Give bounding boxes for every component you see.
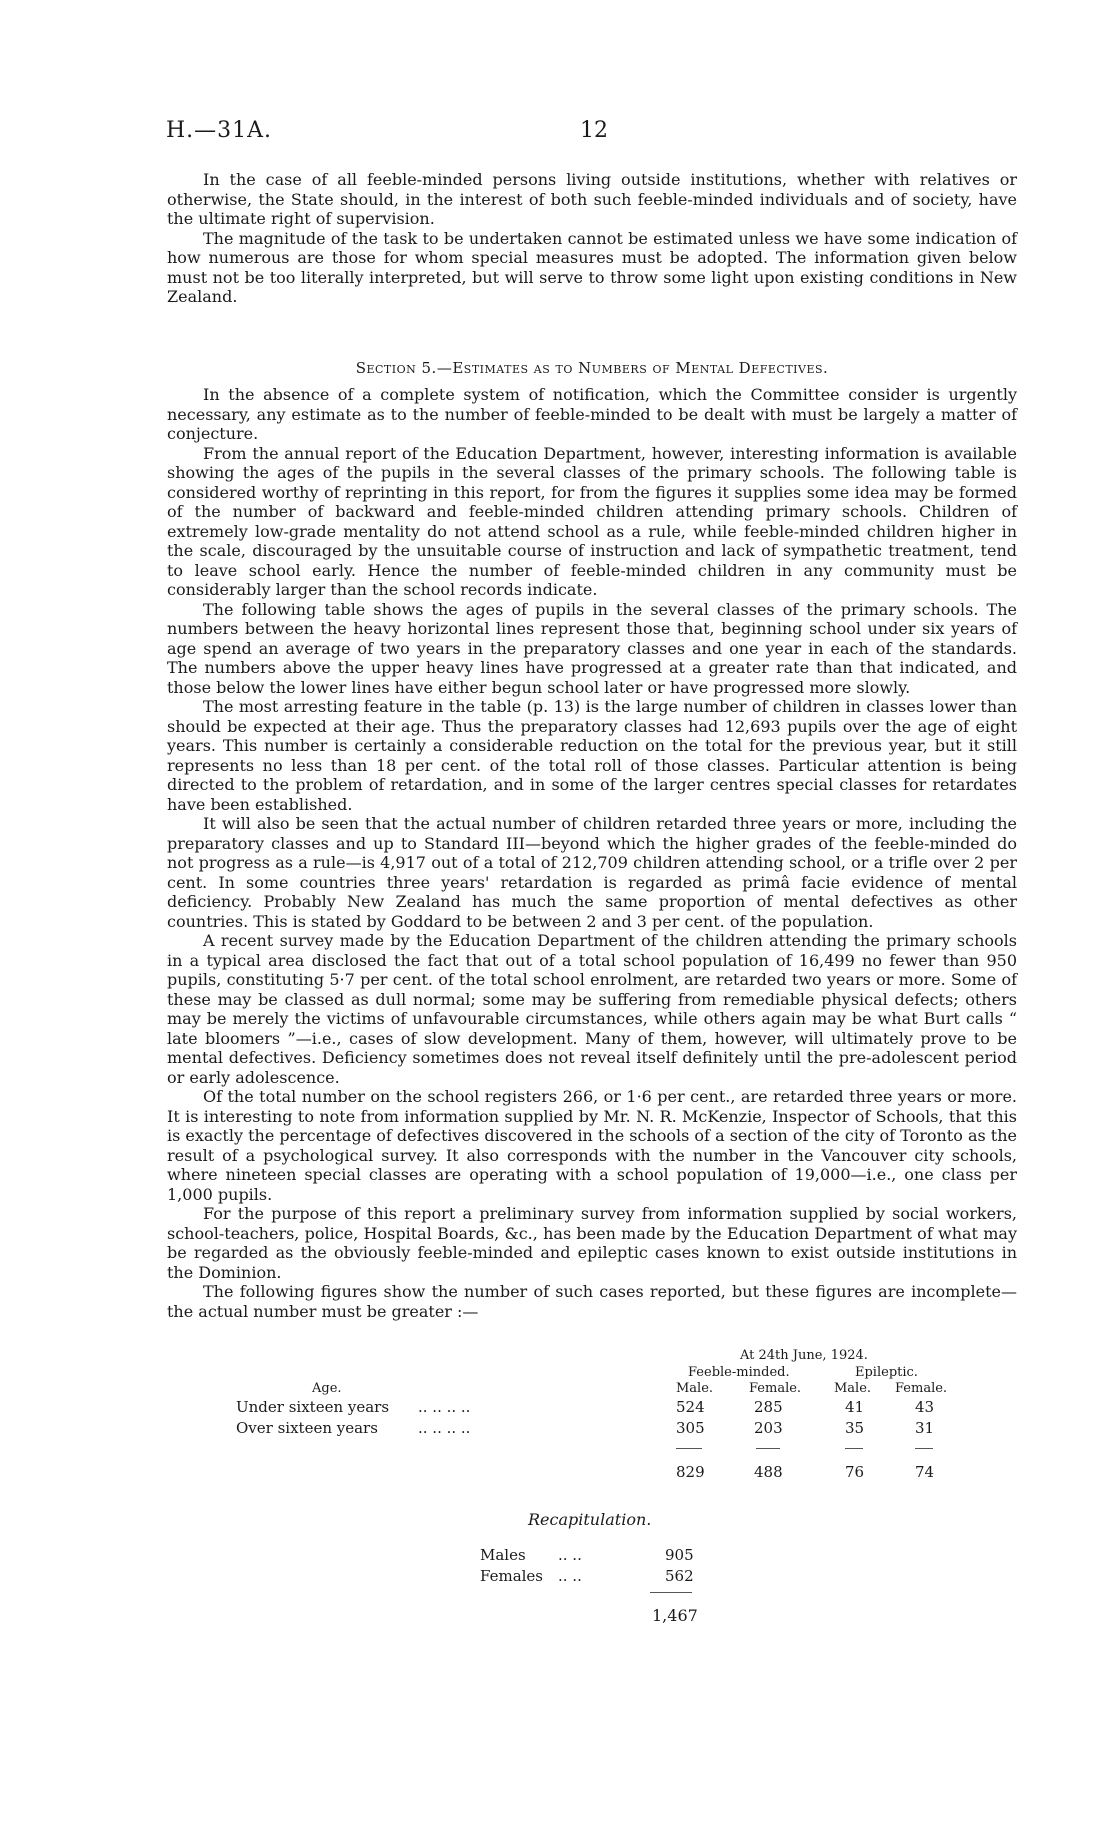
total-value: 829 <box>676 1463 705 1481</box>
table-date-heading: At 24th June, 1924. <box>740 1348 868 1363</box>
recap-label: Females <box>480 1567 544 1585</box>
recap-value: 562 <box>665 1567 694 1585</box>
sub-heading-male: Male. <box>834 1381 872 1396</box>
sub-heading-female: Female. <box>749 1381 802 1396</box>
page-header <box>166 118 1016 148</box>
row-label: Under sixteen years <box>236 1398 390 1416</box>
recap-value: 905 <box>665 1546 694 1564</box>
total-value: 488 <box>754 1463 783 1481</box>
sub-heading-male: Male. <box>676 1381 714 1396</box>
recapitulation <box>0 1510 1114 1630</box>
paragraph: For the purpose of this report a preliminary survey from information supplied by social workers, school-teachers, police, Hospital Boards, &c., has been made by the Education Department of what may be regarded as the obviously feeble-minded and epileptic cases known to exist outside institutions in the Dominion. <box>167 1204 1017 1282</box>
paragraph: It will also be seen that the actual number of children retarded three years or more, including the preparatory classes and up to Standard III—beyond which the higher grades of the feeble-minded do not progress as a rule—is 4,917 out of a total of 212,709 children attending school, or a trifle over 2 per cent. In some countries three years' retardation is regarded as primâ facie evidence of mental deficiency. Probably New Zealand has much the same proportion of mental defectives as other countries. This is stated by Goddard to be between 2 and 3 per cent. of the population. <box>167 814 1017 931</box>
paragraph: From the annual report of the Education Department, however, interesting information is available showing the ages of the pupils in the several classes of the primary schools. The following table is considered worthy of reprinting in this report, for from the figures it supplies some idea may be formed of the number of backward and feeble-minded children attending primary schools. Children of extremely low-grade mentality do not attend school as a rule, while feeble-minded children higher in the scale, discouraged by the unsuitable course of instruction and lack of sympathetic treatment, tend to leave school early. Hence the number of feeble-minded children in any community must be considerably larger than the school records indicate. <box>167 443 1017 599</box>
cell-value: 35 <box>845 1419 865 1437</box>
cases-table <box>0 1348 1114 1488</box>
paragraph: Of the total number on the school registers 266, or 1·6 per cent., are retarded three years or more. It is interesting to note from information supplied by Mr. N. R. McKenzie, Inspector of Schools, that this is exactly the percentage of defectives discovered in the schools of a section of the city of Toronto as the result of a psychological survey. It also corresponds with the number in the Vancouver city schools, where nineteen special classes are operating with a school population of 19,000—i.e., one class per 1,000 pupils. <box>167 1087 1017 1204</box>
cell-value: 285 <box>754 1398 783 1416</box>
row-leaders: .. .. .. .. <box>418 1419 471 1437</box>
row-label: Over sixteen years <box>236 1419 378 1437</box>
intro-text <box>167 170 1017 307</box>
cell-value: 43 <box>915 1398 935 1416</box>
document-reference: H.—31A. <box>166 118 273 143</box>
recap-label: Males <box>480 1546 526 1564</box>
section-body <box>167 385 1017 1321</box>
total-value: 76 <box>845 1463 865 1481</box>
recap-total: 1,467 <box>652 1606 698 1625</box>
paragraph: The magnitude of the task to be undertaken cannot be estimated unless we have some indication of how numerous are those for whom special measures must be adopted. The information given below must not be too literally interpreted, but will serve to throw some light upon existing conditions in New Zealand. <box>167 228 1017 306</box>
recap-leaders: .. .. <box>558 1567 582 1585</box>
total-value: 74 <box>915 1463 935 1481</box>
paragraph: The following figures show the number of such cases reported, but these figures are incomplete—the actual number must be greater :— <box>167 1282 1017 1321</box>
cell-value: 41 <box>845 1398 865 1416</box>
paragraph: In the case of all feeble-minded persons living outside institutions, whether with relatives or otherwise, the State should, in the interest of both such feeble-minded individuals and of society, have the ultimate right of supervision. <box>167 170 1017 228</box>
row-leaders: .. .. .. .. <box>418 1398 471 1416</box>
section-heading: Section 5.—Estimates as to Numbers of Mental Defectives. <box>355 359 829 377</box>
sum-rule <box>756 1448 780 1449</box>
page-number: 12 <box>580 118 608 143</box>
cell-value: 203 <box>754 1419 783 1437</box>
cell-value: 524 <box>676 1398 705 1416</box>
paragraph: The following table shows the ages of pupils in the several classes of the primary schools. The numbers between the heavy horizontal lines represent those that, beginning school under six years of age spend an average of two years in the preparatory classes and one year in each of the standards. The numbers above the upper heavy lines have progressed at a greater rate than that indicated, and those below the lower lines have either begun school later or have progressed more slowly. <box>167 599 1017 697</box>
paragraph: In the absence of a complete system of notification, which the Committee consider is urgently necessary, any estimate as to the number of feeble-minded to be dealt with must be largely a matter of conjecture. <box>167 385 1017 443</box>
sum-rule <box>915 1448 933 1449</box>
paragraph: The most arresting feature in the table (p. 13) is the large number of children in classes lower than should be expected at their age. Thus the preparatory classes had 12,693 pupils over the age of eight years. This number is certainly a considerable reduction on the total for the previous year, but it still represents no less than 18 per cent. of the total roll of those classes. Particular attention is being directed to the problem of retardation, and in some of the larger centres special classes for retardates have been established. <box>167 697 1017 814</box>
paragraph: A recent survey made by the Education Department of the children attending the primary schools in a typical area disclosed the fact that out of a total school population of 16,499 no fewer than 950 pupils, constituting 5·7 per cent. of the total school enrolment, are retarded two years or more. Some of these may be classed as dull normal; some may be suffering from remediable physical defects; others may be merely the victims of unfavourable circumstances, while others again may be what Burt calls “ late bloomers ”—i.e., cases of slow development. Many of them, however, will ultimately prove to be mental defectives. Deficiency sometimes does not reveal itself definitely until the pre-adolescent period or early adolescence. <box>167 931 1017 1087</box>
sub-heading-female: Female. <box>895 1381 948 1396</box>
sum-rule <box>845 1448 863 1449</box>
group-heading-epileptic: Epileptic. <box>855 1365 918 1380</box>
cell-value: 31 <box>915 1419 935 1437</box>
sum-rule <box>676 1448 702 1449</box>
recapitulation-title: Recapitulation. <box>528 1510 652 1529</box>
sum-rule <box>650 1592 692 1593</box>
group-heading-feeble-minded: Feeble-minded. <box>688 1365 790 1380</box>
cell-value: 305 <box>676 1419 705 1437</box>
age-heading: Age. <box>312 1381 342 1396</box>
recap-leaders: .. .. <box>558 1546 582 1564</box>
